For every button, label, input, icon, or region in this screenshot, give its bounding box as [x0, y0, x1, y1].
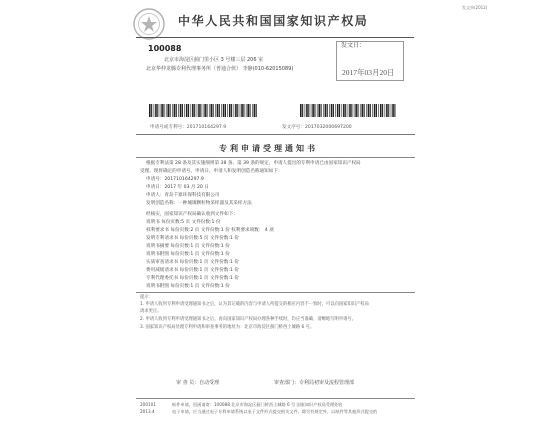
note-line: 2. 申请人收到专利申请受理通知书之后，再向国家知识产权局办理各种手续时，均应当准确、清晰地写明申请号。: [140, 317, 357, 322]
footer-rule: [136, 398, 415, 399]
file-item: 说明书附图 每份页数:1 页 文件份数:1 份: [146, 284, 230, 289]
notes-heading: 提示：: [140, 295, 153, 300]
received-files-heading: 经核实，国家知识产权局确认收到文件如下：: [146, 212, 238, 217]
footer-code-date: 2013.4: [140, 409, 155, 414]
application-barcode: [149, 104, 257, 117]
file-item: 说明书附图 每份页数:1 页 文件份数:1 份: [146, 252, 230, 257]
application-number: 申请号或专利号：201710164297.9: [150, 125, 227, 130]
form-number: 发文单(2012): [462, 5, 488, 10]
postcode: 100088: [148, 44, 182, 53]
notes-rule: [136, 292, 415, 293]
file-item: 发明专利请求书 每份页数:5 页 文件份数:1 份: [146, 236, 239, 241]
serial-barcode: [300, 104, 396, 117]
application-number-line: 申请号：201710164297.9: [146, 177, 204, 182]
body-line: 根据专利法第 28 条及其实施细则第 38 条、第 39 条的规定，申请人提出的专利申请已由国家知识产权局: [146, 161, 361, 166]
document-title: 专利申请受理通知书: [219, 143, 318, 153]
reference-rule: [136, 134, 415, 135]
recipient-agency: 北京华仲龙腾专利代理事务所（普通合伙） 李静(010-62015089): [146, 66, 294, 72]
examining-department: 审查部门：专利局初审及流程管理部: [274, 380, 355, 386]
file-item: 权利要求书 每份页数:2 页 文件份数:1 份 权利要求项数： 4 项: [146, 228, 274, 233]
file-item: 说明书 每份页数:5 页 文件份数:1 份: [146, 220, 221, 225]
file-item: 专利代理委托书 每份页数:1 页 文件份数:1 份: [146, 276, 239, 281]
footer-code: 200101: [140, 402, 156, 407]
recipient-address: 北京市海淀区蓟门里小区 3 号楼三层 206 室: [164, 57, 264, 63]
body-line: 受理。现将确定的申请号、申请日、申请人和发明创造名称通知如下：: [140, 169, 283, 174]
file-item: 实质审查请求书 每份页数:1 页 文件份数:1 份: [146, 260, 239, 265]
file-item: 费用减缓请求书 每份页数:1 页 文件份数:1 份: [146, 268, 239, 273]
office-name: 中华人民共和国国家知识产权局: [178, 14, 369, 28]
national-emblem-icon: [132, 7, 166, 41]
note-line: 1. 申请人收到专利申请受理通知书之后，认为其记载的内容与申请人所提交的相应内容不一致时，可以向国家知识产权局: [140, 302, 369, 307]
footer-mail-line: 纸件申请，回函请寄：100088 北京市海淀区蓟门桥西土城路 6 号 国家知识产权局受理处收: [172, 402, 343, 407]
invention-title-line: 发明创造名称：一种城镇颗粒物采样器及其采样方法: [146, 201, 252, 206]
application-date-line: 申请日：2017 年 03 月 20 日: [146, 185, 209, 190]
send-date-label: 发文日：: [341, 42, 366, 49]
file-item: 说明书摘要 每份页数:1 页 文件份数:1 份: [146, 244, 230, 249]
send-date-stamp: 2017年03月20日: [342, 68, 395, 77]
applicant-line: 申请人：青岛千寨环保科技有限公司: [146, 193, 220, 198]
footer-electronic-line: 电子申请，应当通过电子专利申请系统以电子文件形式提交相关文件。除另有规定外，以纸件等其他形式提交的: [172, 409, 378, 414]
title-rule: [136, 157, 415, 158]
examiner: 审 查 员：自动受理: [176, 380, 220, 386]
header-rule: [136, 37, 414, 38]
note-line: 请求更正。: [140, 309, 162, 314]
dispatch-serial: 发文序号：2017032000697200: [282, 125, 352, 130]
note-line: 3. 国家知识产权局处理专利申请和审查事务的地址为：北京市海淀区蓟门桥西土城路 6 号。: [140, 325, 315, 330]
